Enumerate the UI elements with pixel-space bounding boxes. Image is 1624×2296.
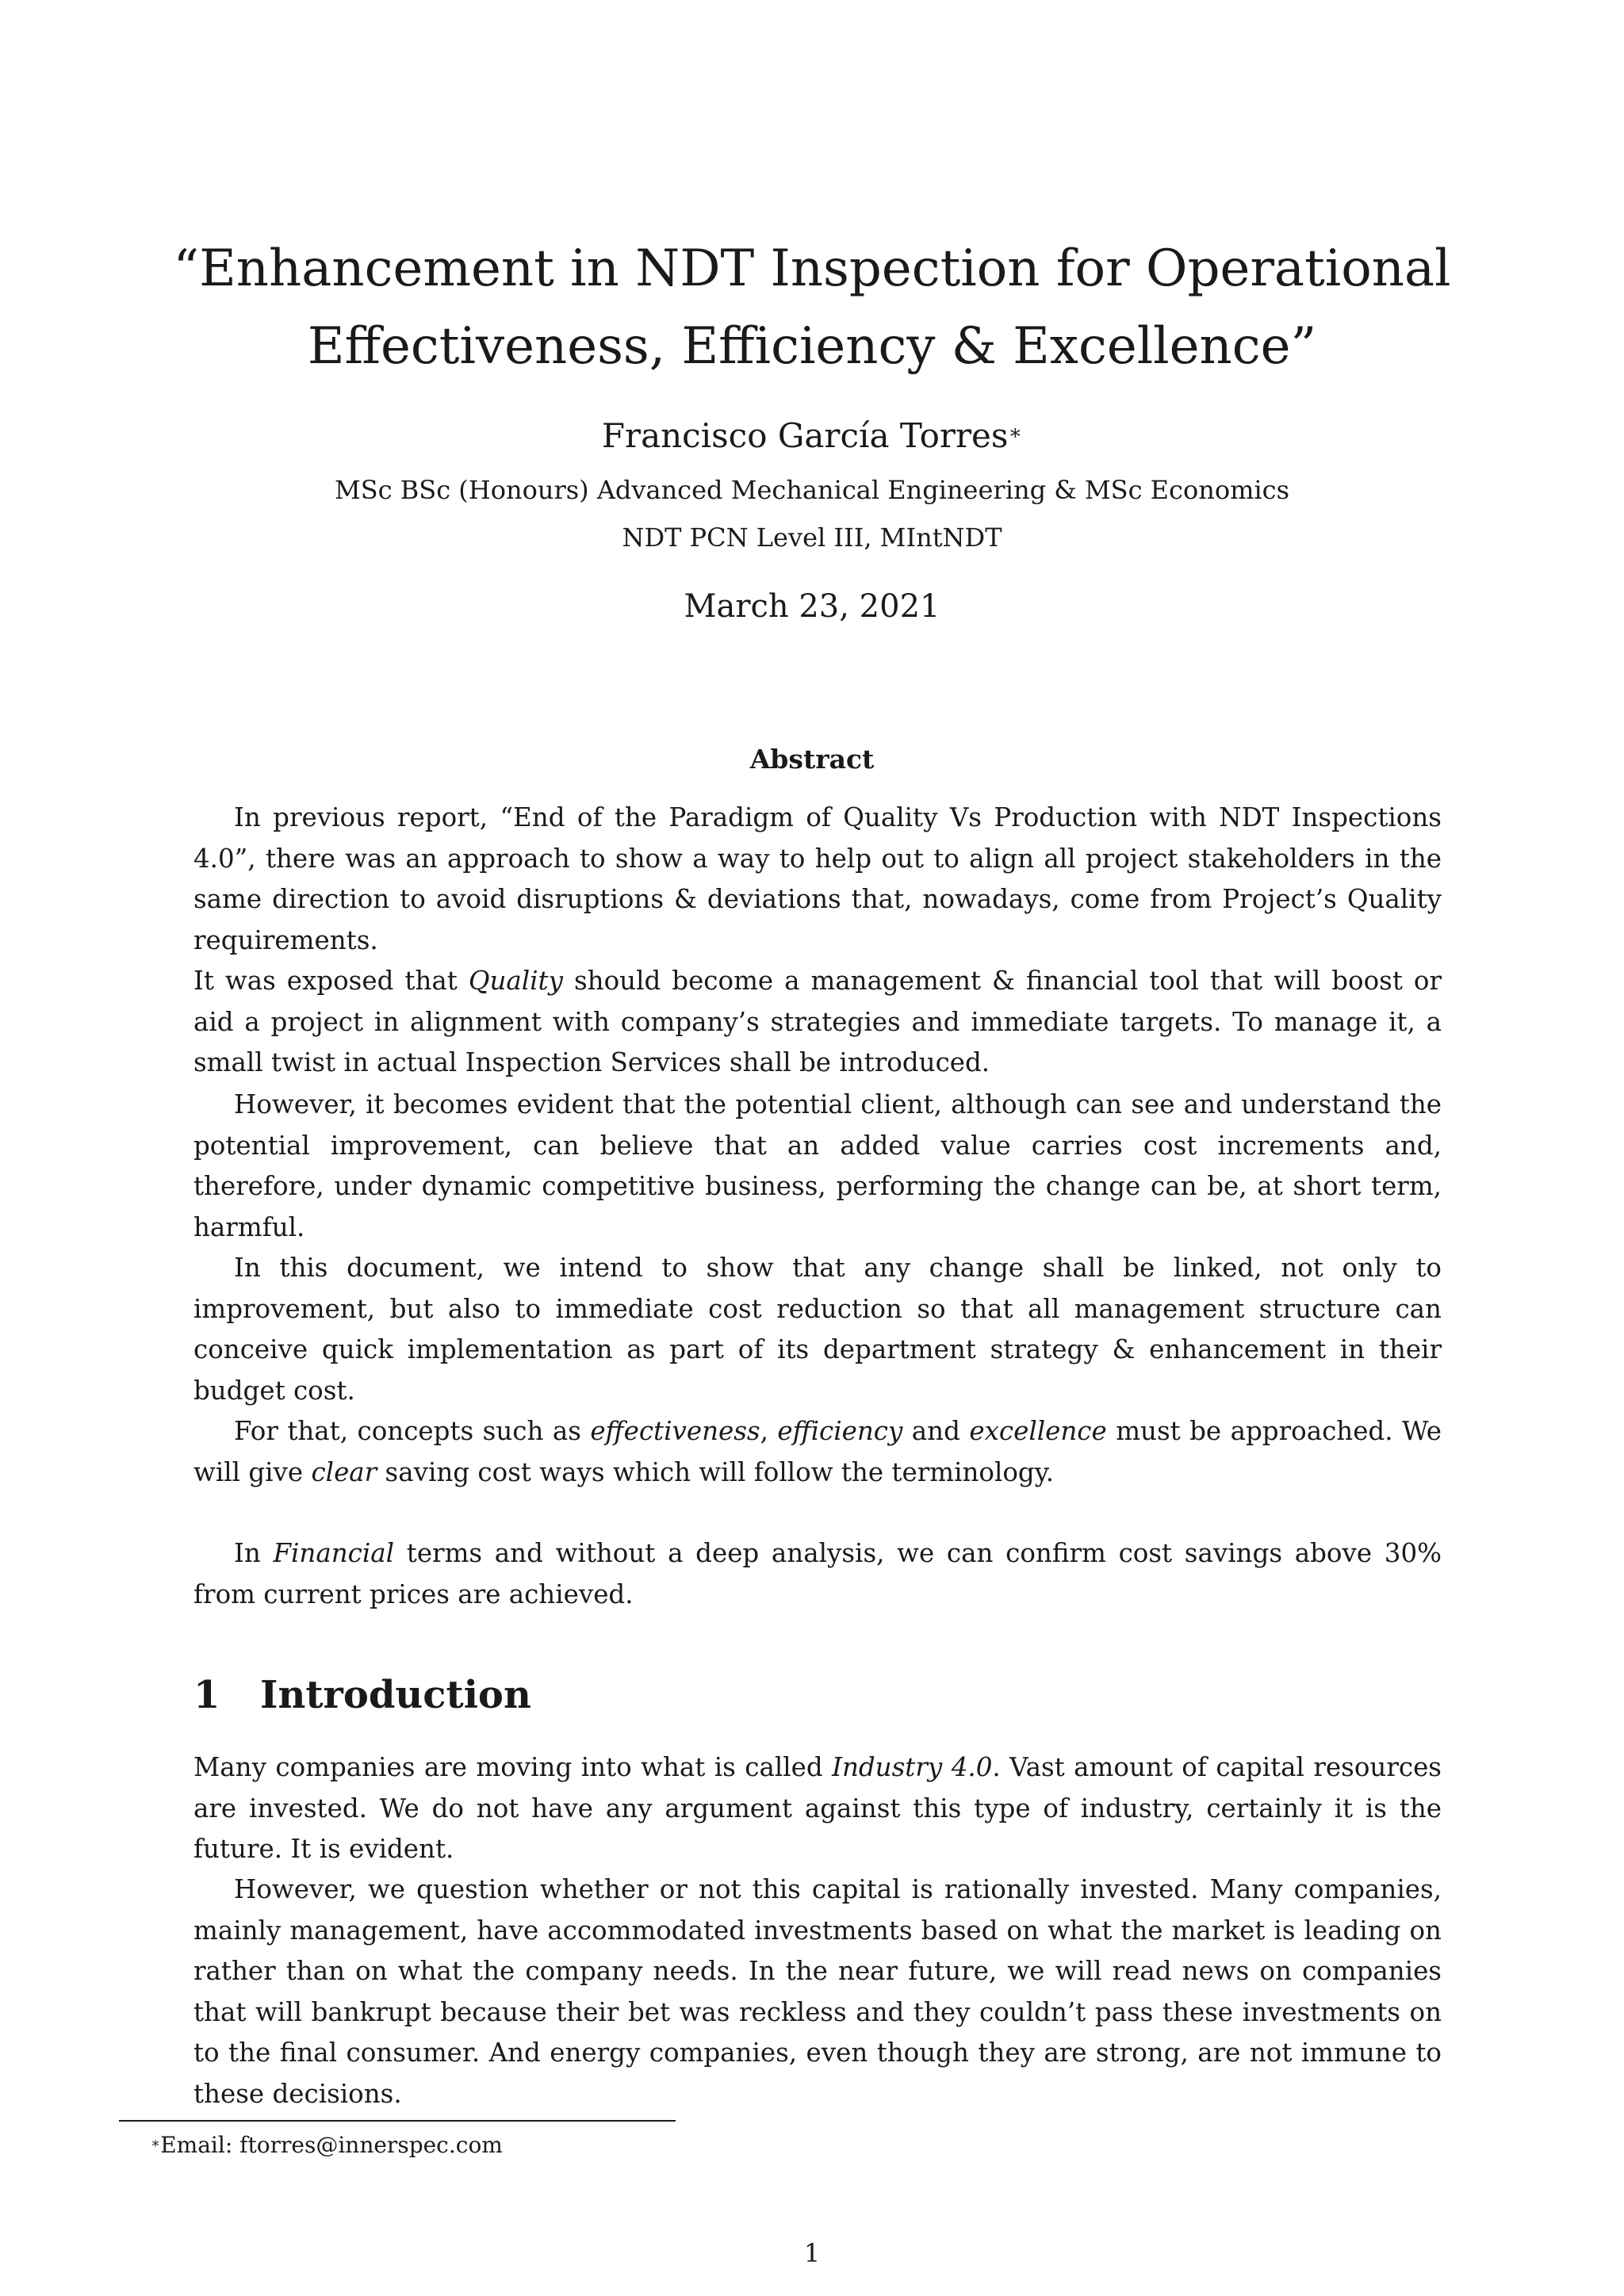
abstract-p1-text-a: It was exposed that	[193, 966, 469, 996]
abstract-paragraph-1	[193, 798, 1442, 1084]
abstract-p1-sentence-2	[193, 961, 1442, 1084]
abstract-p5-text	[193, 1533, 1442, 1615]
abstract-p4-emphasis-excellence: excellence	[969, 1416, 1107, 1446]
author-affiliation-2: NDT PCN Level III, MIntNDT	[622, 522, 1002, 553]
footnote-mark: ∗	[151, 2135, 161, 2152]
author-footnote-mark: ∗	[1008, 421, 1023, 445]
author-name	[159, 412, 1465, 460]
abstract-p4-g: must be approached. We will give	[193, 1416, 1442, 1487]
introduction-paragraph-2	[193, 1869, 1442, 2114]
title-line-1: “Enhancement in NDT Inspection for Operational	[173, 239, 1451, 298]
abstract-paragraph-2	[193, 1085, 1442, 1248]
abstract-p5-a: In	[234, 1538, 274, 1568]
abstract-paragraph-4	[193, 1411, 1442, 1493]
abstract-p4-e: and	[902, 1416, 970, 1446]
abstract-p5-emphasis-financial: Financial	[273, 1538, 395, 1568]
intro-p1-text	[193, 1747, 1442, 1870]
paper-title	[159, 230, 1465, 385]
footnote-email: Email: ftorres@innerspec.com	[160, 2132, 503, 2158]
abstract-p4-c: ,	[760, 1416, 778, 1446]
abstract-p4-a: For that, concepts such as	[234, 1416, 591, 1446]
abstract-p1-emphasis-quality: Quality	[468, 966, 563, 996]
abstract-p4-emphasis-clear: clear	[311, 1456, 377, 1487]
introduction-paragraph-1	[193, 1747, 1442, 1870]
intro-p1-a: Many companies are moving into what is called	[193, 1752, 833, 1782]
footnote-rule	[119, 2120, 676, 2122]
section-title: Introduction	[260, 1673, 531, 1717]
intro-p1-emphasis-industry: Industry 4.0	[832, 1752, 993, 1782]
page-number: 1	[803, 2238, 821, 2268]
title-line-2: Effectiveness, Efficiency & Excellence”	[307, 317, 1317, 376]
abstract-heading: Abstract	[749, 744, 875, 775]
abstract-p2-text: However, it becomes evident that the potential client, although can see and understand the potential improvement, can believe that an added value carries cost increments and, therefore, under dynamic competitive business, performing the change can be, at short term, harmful.	[193, 1089, 1442, 1242]
intro-p1-c: . Vast amount of capital resources are invested. We do not have any argument against this type of industry, certainly it is the future. It is evident.	[193, 1752, 1442, 1864]
author-affiliation-1: MSc BSc (Honours) Advanced Mechanical Engineering & MSc Economics	[334, 475, 1289, 505]
abstract-paragraph-3	[193, 1248, 1442, 1411]
author-name-text: Francisco García Torres	[601, 416, 1009, 455]
section-heading-introduction	[193, 1670, 531, 1720]
abstract-p4-text	[193, 1411, 1442, 1493]
abstract-p3-text: In this document, we intend to show that any change shall be linked, not only to improvement, but also to immediate cost reduction so that all management structure can conceive quick implementation as part of its department strategy & enhancement in their budget cost.	[193, 1253, 1442, 1406]
footnote	[151, 2130, 503, 2161]
abstract-p5-c: terms and without a deep analysis, we can confirm cost savings above 30% from current prices are achieved.	[193, 1538, 1442, 1609]
abstract-p1-sentence-1: In previous report, “End of the Paradigm of Quality Vs Production with NDT Inspections 4.0”, there was an approach to show a way to help out to align all project stakeholders in the same direction to avoid disruptions & deviations that, nowadays, come from Project’s Quality requirements.	[193, 802, 1442, 955]
abstract-p4-emphasis-efficiency: efficiency	[777, 1416, 903, 1446]
abstract-p4-emphasis-effectiveness: effectiveness	[590, 1416, 760, 1446]
abstract-paragraph-5	[193, 1533, 1442, 1615]
intro-p2-text: However, we question whether or not this capital is rationally invested. Many companies, mainly management, have accommodated investments based on what the market is leading on rather than on what the company needs. In the near future, we will read news on companies that will bankrupt because their bet was reckless and they couldn’t pass these investments on to the final consumer. And energy companies, even though they are strong, are not immune to these decisions.	[193, 1874, 1442, 2109]
abstract-p1-text-c: should become a management & financial tool that will boost or aid a project in alignment with company’s strategies and immediate targets. To manage it, a small twist in actual Inspection Services shall be introduced.	[193, 966, 1442, 1077]
abstract-p4-i: saving cost ways which will follow the terminology.	[377, 1456, 1055, 1487]
paper-date: March 23, 2021	[684, 588, 940, 625]
section-number: 1	[193, 1673, 220, 1717]
